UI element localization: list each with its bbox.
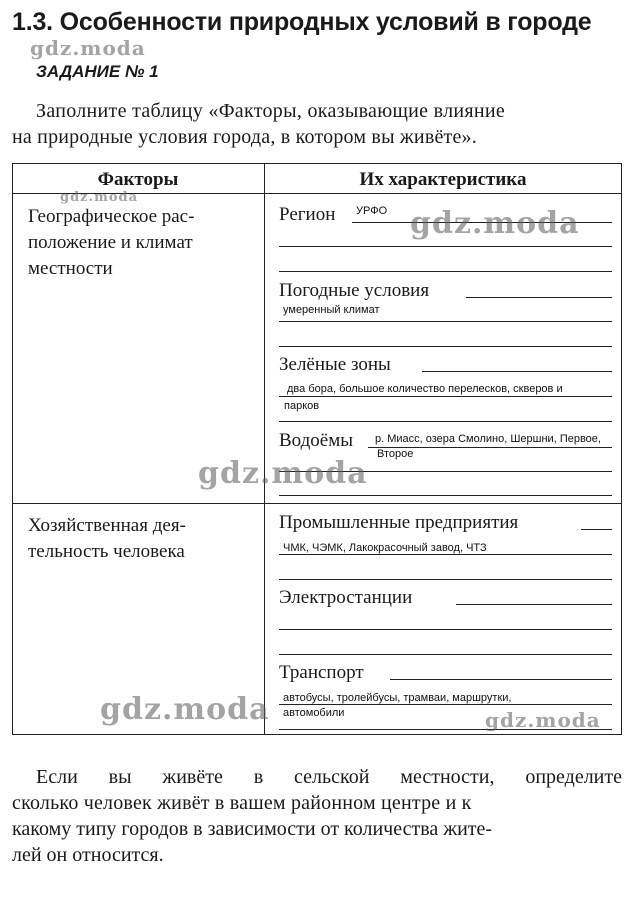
answer-line <box>279 346 612 347</box>
answer-line <box>390 679 612 680</box>
answer-transport-line-2[interactable]: автомобили <box>283 707 345 719</box>
factor-geo-line-3: местности <box>28 258 113 279</box>
answer-green-zones-line-2[interactable]: парков <box>284 400 320 412</box>
answer-region[interactable]: УРФО <box>356 205 388 217</box>
answer-line <box>279 271 612 272</box>
watermark: gdz.moda <box>485 708 601 732</box>
field-label-water-bodies: Водоёмы <box>279 430 354 451</box>
answer-industry[interactable]: ЧМК, ЧЭМК, Лакокрасочный завод, ЧТЗ <box>283 542 487 554</box>
intro-line-2: на природные условия города, в котором вы живёте». <box>12 126 477 148</box>
answer-line <box>279 396 612 397</box>
col-header-factors: Факторы <box>97 169 179 190</box>
task-label: ЗАДАНИЕ № 1 <box>36 62 159 81</box>
table-column-divider <box>264 163 265 735</box>
answer-line <box>279 704 612 705</box>
factor-human-line-2: тельность человека <box>28 541 185 562</box>
factor-human-line-1: Хозяйственная дея- <box>28 515 186 536</box>
outro-line-1: Если вы живёте в сельской местности, определите <box>36 766 622 788</box>
col-header-characteristics: Их характеристика <box>359 169 527 190</box>
watermark: gdz.moda <box>60 190 139 205</box>
answer-green-zones-line-1[interactable]: два бора, большое количество перелесков, скверов и <box>287 383 563 395</box>
factor-geo-line-2: положение и климат <box>28 232 193 253</box>
watermark: gdz.moda <box>100 692 270 727</box>
answer-line <box>279 495 612 496</box>
answer-transport-line-1[interactable]: автобусы, тролейбусы, трамваи, маршрутки, <box>283 692 512 704</box>
answer-weather[interactable]: умеренный климат <box>283 304 380 316</box>
answer-line <box>279 246 612 247</box>
watermark: gdz.moda <box>198 456 368 491</box>
answer-line <box>279 654 612 655</box>
field-label-industry: Промышленные предприятия <box>279 512 519 533</box>
intro-line-1: Заполните таблицу «Факторы, оказывающие влияние <box>36 100 506 122</box>
answer-line <box>279 421 612 422</box>
answer-line <box>279 579 612 580</box>
answer-line <box>581 529 612 530</box>
field-label-weather: Погодные условия <box>279 280 430 301</box>
watermark: gdz.moda <box>410 206 580 241</box>
field-label-transport: Транспорт <box>279 662 364 683</box>
field-label-region: Регион <box>279 204 336 225</box>
answer-line <box>279 554 612 555</box>
answer-water-bodies-line-1[interactable]: р. Миасс, озера Смолино, Шершни, Первое, <box>375 433 601 445</box>
answer-line <box>279 321 612 322</box>
outro-line-2: сколько человек живёт в вашем районном центре и к <box>12 792 472 814</box>
answer-line <box>279 629 612 630</box>
field-label-green-zones: Зелёные зоны <box>279 354 391 375</box>
answer-line <box>456 604 612 605</box>
outro-line-4: лей он относится. <box>12 844 164 866</box>
table-row-divider <box>12 503 622 504</box>
outro-line-3: какому типу городов в зависимости от количества жите- <box>12 818 493 840</box>
factor-geo-line-1: Географическое рас- <box>28 206 195 227</box>
section-title: 1.3. Особенности природных условий в городе <box>12 8 592 36</box>
watermark: gdz.moda <box>30 36 146 60</box>
field-label-power-plants: Электростанции <box>279 587 413 608</box>
answer-line <box>422 371 612 372</box>
answer-water-bodies-line-2[interactable]: Второе <box>377 448 414 460</box>
answer-line <box>466 297 612 298</box>
